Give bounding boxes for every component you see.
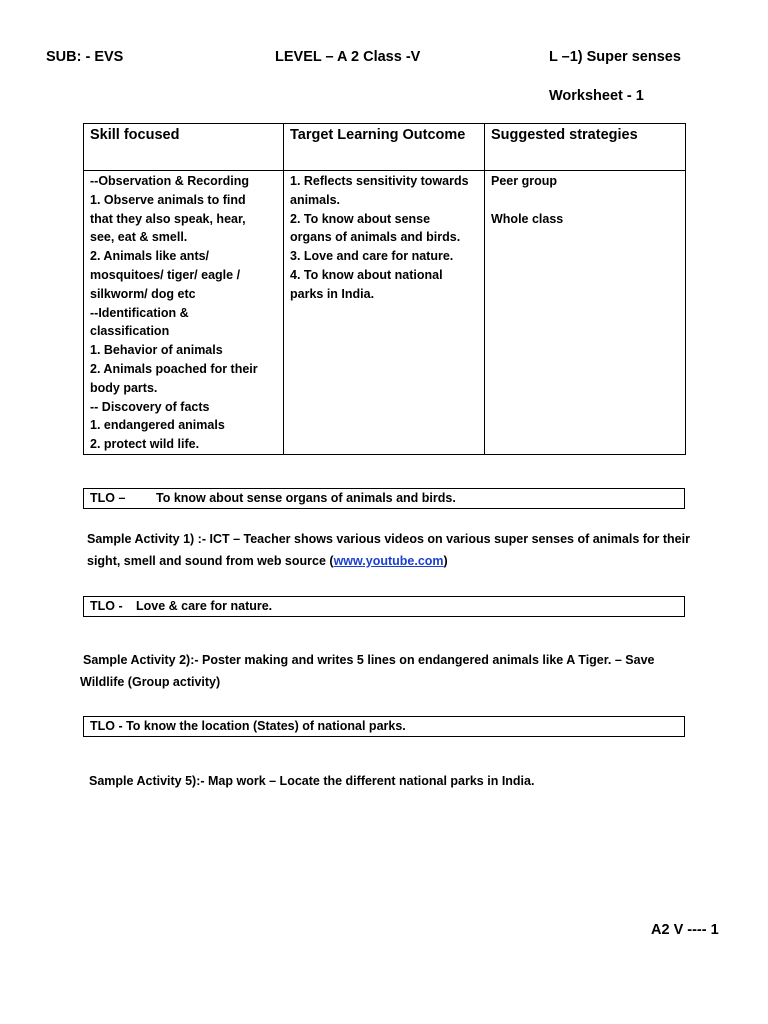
skill-line: silkworm/ dog etc: [90, 286, 196, 301]
activity-line: [87, 550, 690, 572]
skill-line: body parts.: [90, 380, 158, 395]
strategy-line: Whole class: [491, 211, 564, 226]
header-skill-focused: Skill focused: [84, 124, 284, 171]
sample-activity-5: [89, 770, 534, 792]
skill-line: 2. Animals like ants/: [90, 249, 210, 264]
skill-line: 2. Animals poached for their: [90, 361, 258, 376]
lesson-title: L –1) Super senses: [549, 49, 681, 65]
header-target-learning-outcome: Target Learning Outcome: [284, 124, 485, 171]
outcome-line: 2. To know about sense: [290, 211, 431, 226]
tlo-box-love-care: [83, 596, 685, 617]
activity-line: Wildlife (Group activity): [80, 675, 221, 689]
skill-line: 1. Observe animals to find: [90, 192, 246, 207]
skill-line: classification: [90, 324, 170, 339]
tlo-text: To know about sense organs of animals and birds.: [156, 491, 456, 505]
outcome-line: 1. Reflects sensitivity towards: [290, 174, 469, 188]
header-suggested-strategies: Suggested strategies: [485, 124, 686, 171]
strategy-line: Peer group: [491, 174, 557, 188]
table-row: [84, 171, 686, 455]
skill-line: 1. Behavior of animals: [90, 343, 223, 358]
outcome-line: 4. To know about national: [290, 267, 443, 282]
skill-line: see, eat & smell.: [90, 230, 188, 245]
sample-activity-2: [80, 649, 655, 693]
skill-line: 2. protect wild life.: [90, 437, 200, 452]
outcome-line: animals.: [290, 192, 341, 207]
activity-line: Sample Activity 1) :- ICT – Teacher shows various videos on various super senses of animals for their: [87, 532, 690, 546]
tlo-label: TLO -: [90, 599, 123, 613]
activity-line: Sample Activity 5):- Map work – Locate the different national parks in India.: [89, 774, 535, 788]
strategy-spacer: [491, 191, 679, 210]
skill-line: --Observation & Recording: [90, 174, 250, 188]
strategies-cell: [485, 171, 686, 455]
skills-cell: [84, 171, 284, 455]
tlo-text: Love & care for nature.: [136, 599, 273, 613]
activity-text: ): [443, 554, 448, 568]
activity-line: Sample Activity 2):- Poster making and writes 5 lines on endangered animals like A Tiger. – Save: [83, 653, 655, 667]
skill-line: -- Discovery of facts: [90, 399, 210, 414]
tlo-text: TLO - To know the location (States) of national parks.: [90, 719, 406, 733]
tlo-box-sense-organs: [83, 488, 685, 509]
skill-line: mosquitoes/ tiger/ eagle /: [90, 267, 241, 282]
level-label: LEVEL – A 2 Class -V: [275, 49, 421, 65]
outcome-line: parks in India.: [290, 286, 375, 301]
tlo-box-national-parks: [83, 716, 685, 737]
skill-line: 1. endangered animals: [90, 418, 225, 433]
skill-line: that they also speak, hear,: [90, 211, 246, 226]
youtube-link[interactable]: www.youtube.com: [333, 554, 444, 568]
outcome-cell: [284, 171, 485, 455]
skill-line: --Identification &: [90, 305, 189, 320]
activity-text: sight, smell and sound from web source (: [87, 554, 334, 568]
sample-activity-1: [87, 528, 690, 572]
subject-label: SUB: - EVS: [46, 49, 124, 65]
tlo-label: TLO –: [90, 491, 126, 505]
skills-table: [83, 123, 686, 455]
outcome-line: 3. Love and care for nature.: [290, 249, 454, 264]
page-code: A2 V ---- 1: [651, 922, 719, 938]
worksheet-number: Worksheet - 1: [549, 88, 644, 104]
table-header-row: [84, 124, 686, 171]
outcome-line: organs of animals and birds.: [290, 230, 461, 245]
